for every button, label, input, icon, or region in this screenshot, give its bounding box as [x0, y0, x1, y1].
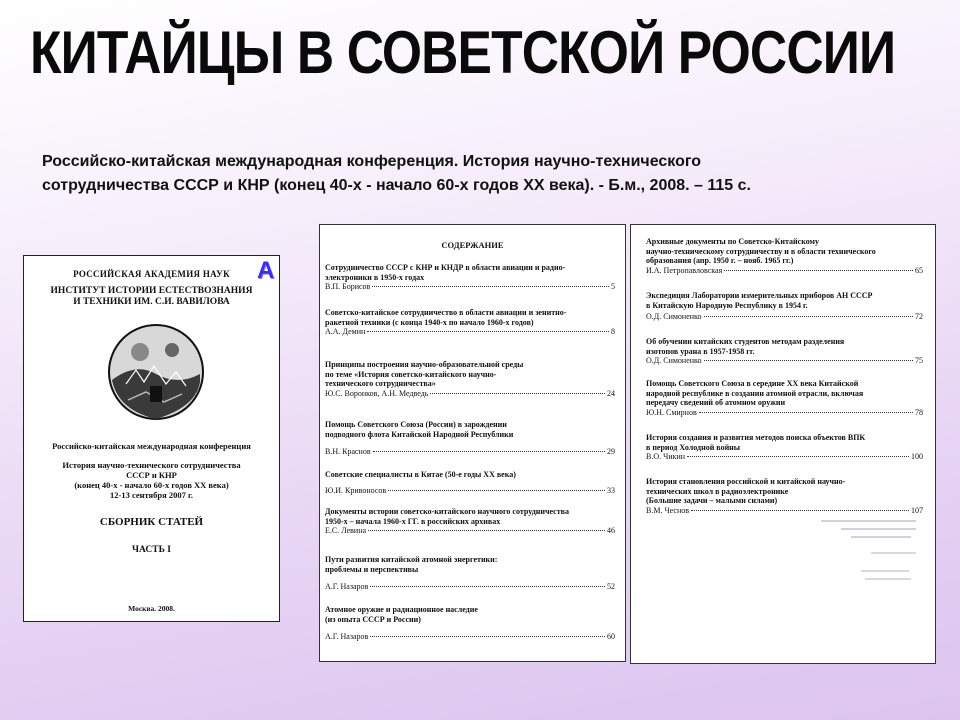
toc-entry-author-row [646, 452, 923, 462]
toc-entry [325, 470, 615, 495]
toc-entry-title: технических школ в радиоэлектронике [646, 486, 789, 496]
toc-leader-dots [368, 530, 605, 531]
toc-entry-author-row [646, 312, 923, 322]
toc-entry-title: 1950-х – начала 1960-х ГГ. в российских архивах [325, 516, 501, 526]
toc-entry-title: (из опыта СССР и России) [325, 614, 421, 624]
toc-entry-title: Советско-китайское сотрудничество в области авиации и зенитно- [325, 308, 567, 317]
cover-collection: СБОРНИК СТАТЕЙ [99, 516, 204, 528]
toc-entry-title: в период Холодной войны [646, 442, 741, 452]
toc-entry-page: 107 [911, 505, 923, 515]
toc-entry-author: В.О. Чикин [646, 452, 686, 461]
cover-part: ЧАСТЬ I [132, 545, 171, 555]
toc-entry-author: А.Г. Назаров [325, 632, 369, 641]
toc-entry-title: Помощь Советского Союза в середине XX века Китайской [646, 379, 859, 388]
toc-entry-title: (Большие задачи – малыми силами) [646, 496, 778, 505]
toc-entry [325, 420, 615, 457]
toc-entry-author-row [325, 526, 615, 536]
slide-title: КИТАЙЦЫ В СОВЕТСКОЙ РОССИИ [30, 19, 896, 86]
toc-leader-dots [372, 286, 609, 287]
toc-entry-title: ракетной техники (с конца 1940-х по начало 1960-х годов) [325, 317, 534, 327]
toc-entry-author-row [325, 389, 615, 399]
cover-institute-line-2: И ТЕХНИКИ ИМ. С.И. ВАВИЛОВА [73, 297, 230, 307]
toc-heading: СОДЕРЖАНИЕ [441, 240, 504, 250]
toc-entry [646, 337, 923, 366]
toc-entry-page: 65 [915, 265, 923, 275]
toc-entry-title: Пути развития китайской атомной энергетики: [325, 555, 498, 564]
toc-entry-author-row [325, 486, 615, 496]
citation-line-1: Российско-китайская международная конференция. История научно-технического [42, 153, 702, 170]
toc-entry-page: 8 [611, 327, 615, 336]
toc-leader-dots [704, 360, 913, 361]
toc-entry [325, 360, 615, 398]
cover-academy: РОССИЙСКАЯ АКАДЕМИЯ НАУК [73, 269, 230, 279]
toc-entry-author: В.М. Чеснов [646, 505, 690, 515]
toc-entry-title: Советские специалисты в Китае (50-е годы XX века) [325, 470, 516, 479]
toc-entry-title: Атомное оружие и радиационное наследие [325, 605, 478, 614]
toc-entry-title: Документы истории советско-китайского научного сотрудничества [325, 507, 569, 516]
cover-subtitle [24, 460, 279, 500]
toc-entry-title: Принципы построения научно-образовательной среды [325, 360, 524, 369]
toc-leader-dots [691, 510, 909, 511]
toc-entry [325, 507, 615, 536]
toc-entry-author: Ю.Н. Смирнов [646, 407, 697, 417]
toc-entry-author: Ю.И. Кривоносов [325, 485, 387, 495]
toc-entry-page: 100 [911, 452, 923, 461]
toc-leader-dots [370, 586, 605, 587]
toc-entry-title: Сотрудничество СССР с КНР и КНДР в области авиации и радио- [325, 263, 566, 272]
show-through-marks [781, 517, 921, 587]
toc-entry-page: 33 [607, 485, 615, 495]
toc-entry-author-row [325, 632, 615, 642]
toc-entry [646, 237, 923, 275]
toc-entry-page: 24 [607, 388, 615, 398]
toc-entry-page: 46 [607, 526, 615, 535]
toc-entry-page: 75 [915, 356, 923, 365]
toc-entry [646, 477, 923, 515]
toc-entry-author-row [646, 266, 923, 276]
toc-leader-dots [704, 316, 913, 317]
toc-entry-title: История создания и развития методов поиска объектов ВПК [646, 433, 866, 442]
cover-conference: Российско-китайская международная конференция [52, 441, 251, 451]
citation-text [42, 150, 912, 198]
toc-entry-title: народной республике в создании атомной отрасли, включая [646, 388, 864, 398]
toc-entry-author: А.Г. Назаров [325, 582, 369, 591]
toc-entry-author: И.А. Петропавловская [646, 265, 723, 275]
toc-entry-author: О.Д. Симоненко [646, 312, 702, 321]
toc-entry-author: В.Н. Краснов [325, 447, 371, 456]
show-through-lines [781, 517, 921, 587]
toc-entry-title: Об обучении китайских студентов методам разделения [646, 337, 845, 346]
toc-entry-author: Е.С. Левина [325, 526, 367, 535]
toc-entry-title: Помощь Советского Союза (России) в зарождении [325, 420, 507, 429]
toc-entry-author-row [646, 408, 923, 418]
toc-leader-dots [388, 490, 605, 491]
toc-entry-author: В.П. Борисов [325, 282, 371, 291]
cover-city: Москва. 2008. [128, 604, 175, 613]
cover-subtitle-line-2: СССР и КНР [126, 470, 177, 480]
toc-entry-author-row [325, 447, 615, 457]
toc-leader-dots [370, 636, 605, 637]
toc-entry-title: Архивные документы по Советско-Китайскому [646, 237, 819, 246]
toc-entry [646, 379, 923, 417]
toc-entry-author: Ю.С. Воронков, А.Н. Медведь [325, 388, 429, 398]
toc-entry-author-row [325, 282, 615, 292]
toc-entry-page: 60 [607, 632, 615, 641]
toc-entry [646, 433, 923, 462]
toc-entry-author: А.А. Демин [325, 327, 366, 336]
toc-entry-author-row [325, 582, 615, 592]
toc-entry-title: передачу сведений об атомном оружии [646, 398, 786, 407]
toc-page-right [630, 224, 936, 664]
cover-institute-line-1: ИНСТИТУТ ИСТОРИИ ЕСТЕСТВОЗНАНИЯ [50, 286, 253, 296]
toc-entry-page: 72 [915, 312, 923, 321]
toc-entry-title: научно-техническому сотрудничеству и в области технического [646, 246, 876, 256]
toc-entry-title: изотопов урана в 1957-1958 гг. [646, 346, 755, 356]
toc-entry [646, 291, 923, 322]
toc-entry-page: 52 [607, 582, 615, 591]
toc-entry-page: 78 [915, 407, 923, 417]
cover-subtitle-line-4: 12-13 сентября 2007 г. [109, 490, 194, 500]
cover-institute [24, 286, 279, 308]
toc-entry [325, 263, 615, 292]
book-cover [23, 255, 280, 622]
cover-subtitle-line-3: (конец 40-х - начало 60-х годов XX века) [74, 480, 229, 490]
toc-entry-title: подводного флота Китайской Народной Республики [325, 429, 514, 439]
toc-leader-dots [367, 331, 609, 332]
toc-leader-dots [724, 270, 913, 271]
toc-leader-dots [430, 393, 605, 394]
toc-leader-dots [687, 456, 909, 457]
toc-entry [325, 555, 615, 592]
toc-entry-title: в Китайскую Народную Республику в 1954 г. [646, 300, 808, 310]
toc-leader-dots [699, 412, 913, 413]
toc-entry-page: 5 [611, 282, 615, 291]
toc-entry-title: электроники в 1950-х годах [325, 272, 425, 282]
toc-entry [325, 308, 615, 337]
toc-entry-title: по теме «История советско-китайского научно- [325, 369, 497, 379]
toc-entry-author-row [646, 356, 923, 366]
cover-subtitle-line-1: История научно-технического сотрудничества [62, 460, 241, 470]
toc-entry-title: проблемы и перспективы [325, 564, 419, 574]
toc-entry-page: 29 [607, 447, 615, 456]
toc-entry-title: История становления российской и китайской научно- [646, 477, 846, 486]
toc-page-left [319, 224, 626, 662]
toc-entry [325, 605, 615, 642]
corner-mark: А [257, 257, 275, 284]
toc-entry-title: Экспедиция Лаборатории измерительных приборов АН СССР [646, 291, 873, 300]
vavilov-institute-emblem-icon [106, 322, 206, 422]
toc-entry-title: технического сотрудничества» [325, 379, 436, 388]
toc-entry-author-row [325, 327, 615, 337]
toc-entry-author-row [646, 506, 923, 516]
toc-entry-author: О.Д. Симоненко [646, 356, 702, 365]
toc-leader-dots [373, 451, 605, 452]
toc-entry-title: образования (апр. 1950 г. – нояб. 1965 гг.) [646, 256, 794, 265]
citation-line-2: сотрудничества СССР и КНР (конец 40-х - начало 60-х годов XX века). - Б.м., 2008. – 115 с. [42, 177, 751, 194]
